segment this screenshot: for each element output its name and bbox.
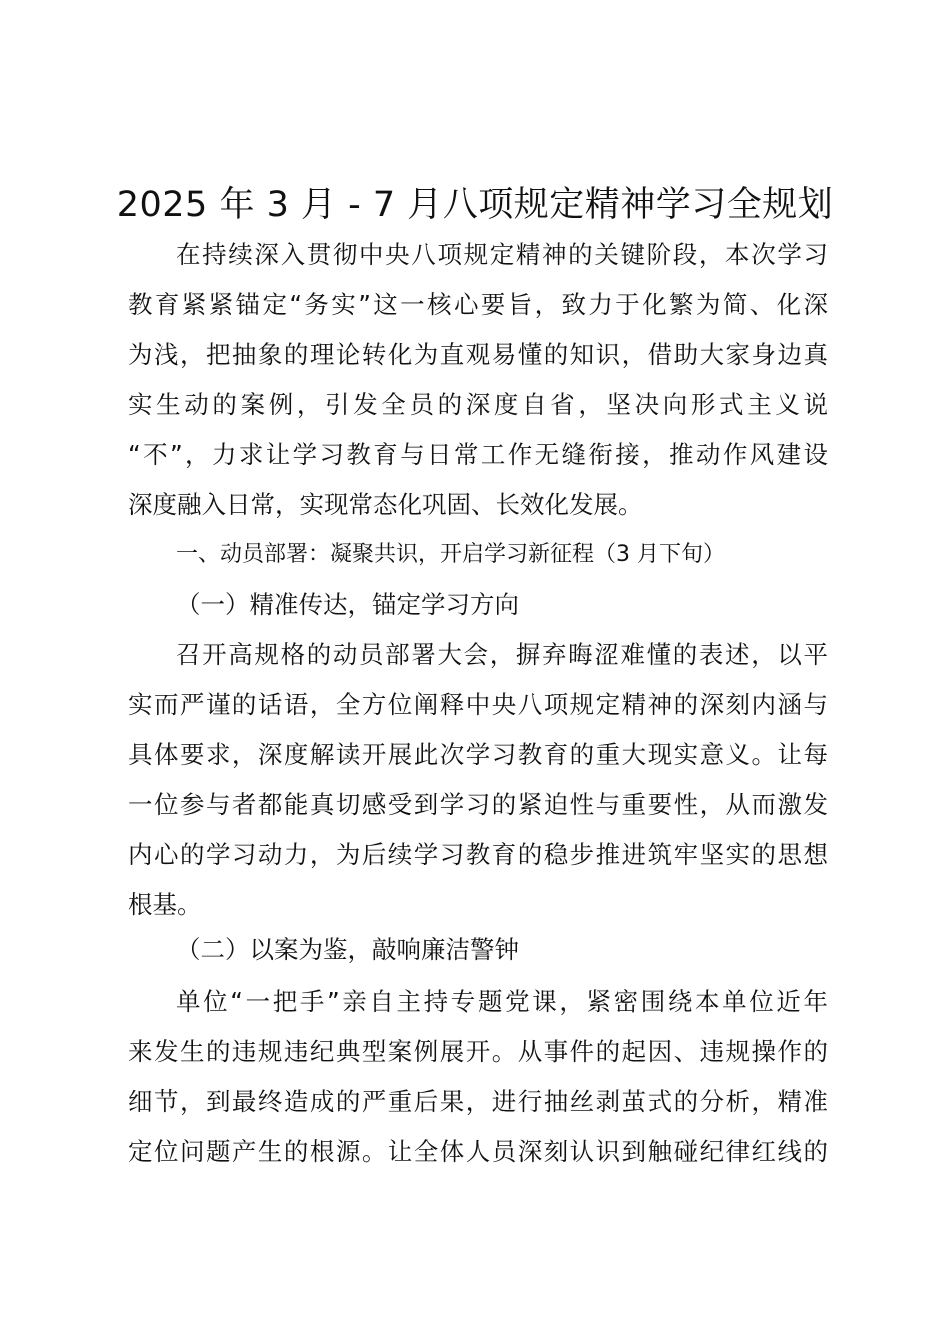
paragraph-line: 具体要求，深度解读开展此次学习教育的重大现实意义。让每 <box>128 740 828 769</box>
paragraph-line: 根基。 <box>128 890 202 919</box>
paragraph-line: 召开高规格的动员部署大会，摒弃晦涩难懂的表述，以平 <box>176 640 828 669</box>
paragraph-line: 定位问题产生的根源。让全体人员深刻认识到触碰纪律红线的 <box>128 1137 828 1166</box>
intro-line: “不”，力求让学习教育与日常工作无缝衔接，推动作风建设 <box>128 440 828 469</box>
paragraph-line: 一位参与者都能真切感受到学习的紧迫性与重要性，从而激发 <box>128 790 828 819</box>
paragraph-line: 单位“一把手”亲自主持专题党课，紧密围绕本单位近年 <box>176 987 828 1016</box>
intro-line: 实生动的案例，引发全员的深度自省，坚决向形式主义说 <box>128 390 828 419</box>
intro-line: 在持续深入贯彻中央八项规定精神的关键阶段，本次学习 <box>176 240 828 269</box>
subsection-heading: （二）以案为鉴，敲响廉洁警钟 <box>176 935 519 964</box>
subsection-heading: （一）精准传达，锚定学习方向 <box>176 590 519 619</box>
paragraph-line: 实而严谨的话语，全方位阐释中央八项规定精神的深刻内涵与 <box>128 690 828 719</box>
paragraph-line: 细节，到最终造成的严重后果，进行抽丝剥茧式的分析，精准 <box>128 1087 828 1116</box>
intro-line: 教育紧紧锚定“务实”这一核心要旨，致力于化繁为简、化深 <box>128 290 828 319</box>
paragraph-line: 内心的学习动力，为后续学习教育的稳步推进筑牢坚实的思想 <box>128 840 828 869</box>
intro-line: 深度融入日常，实现常态化巩固、长效化发展。 <box>128 490 643 519</box>
intro-line: 为浅，把抽象的理论转化为直观易懂的知识，借助大家身边真 <box>128 340 828 369</box>
paragraph-line: 来发生的违规违纪典型案例展开。从事件的起因、违规操作的 <box>128 1037 828 1066</box>
document-title: 2025 年 3 月 - 7 月八项规定精神学习全规划 <box>116 185 834 225</box>
section-heading: 一、动员部署：凝聚共识，开启学习新征程（3 月下旬） <box>176 542 725 567</box>
